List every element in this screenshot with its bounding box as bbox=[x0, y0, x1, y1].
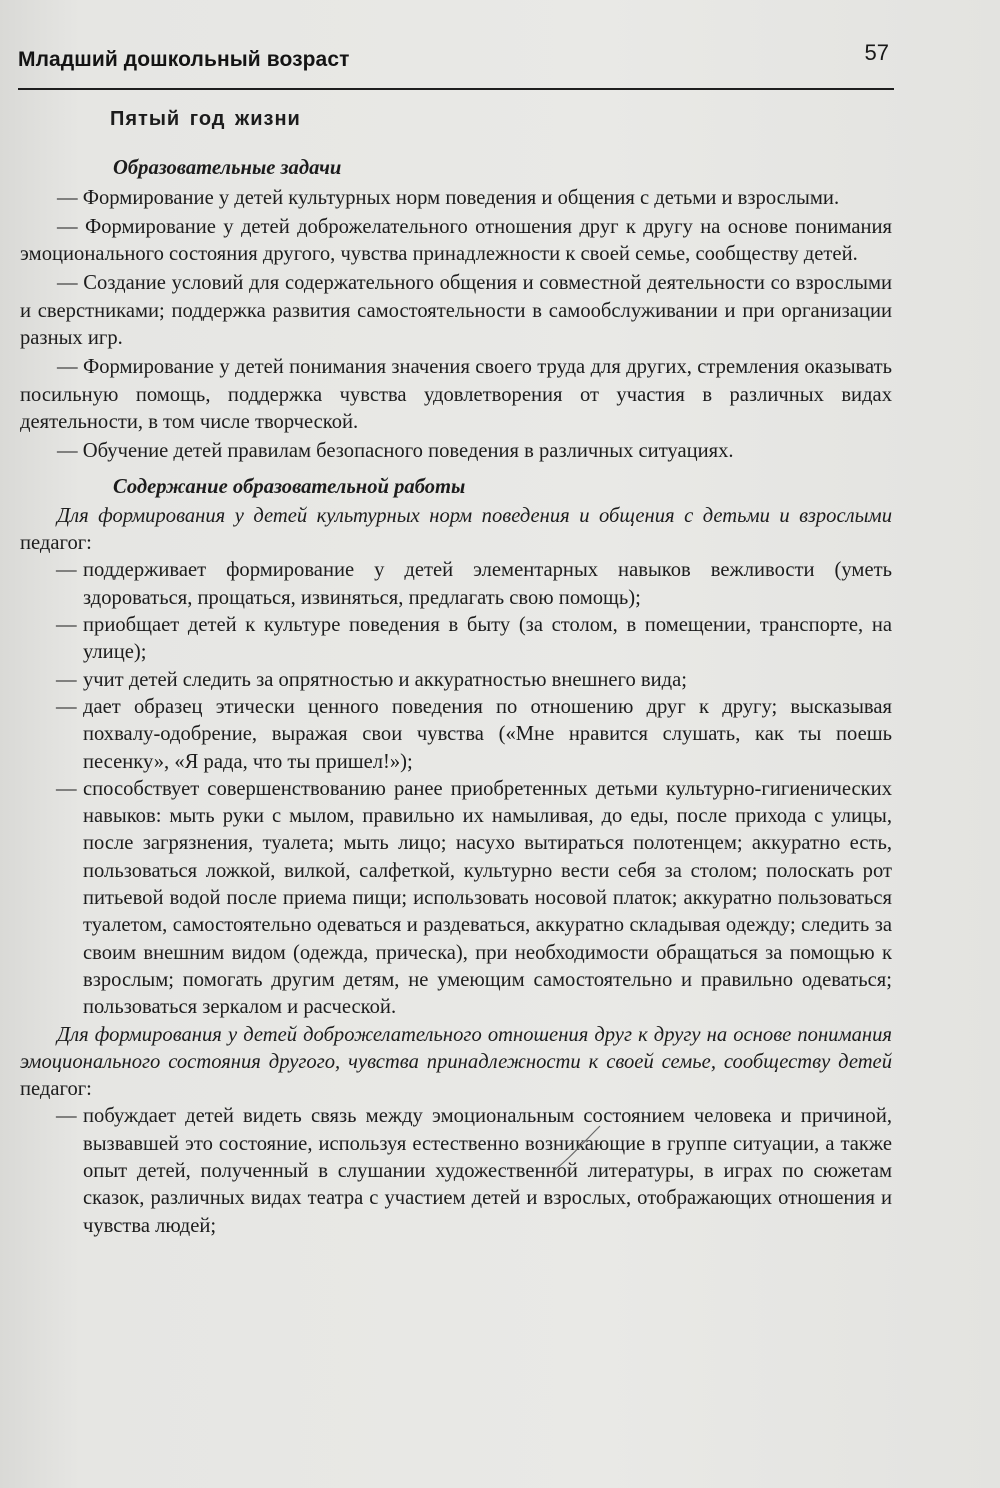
page-number: 57 bbox=[864, 40, 889, 65]
block1-intro bbox=[20, 503, 892, 558]
list-item: — приобщает детей к культуре поведения в быту (за столом, в помещении, транспорте, на улице); bbox=[20, 612, 892, 667]
block2-intro-italic: Для формирования у детей доброжелательного отношения друг к другу на основе понимания эмоционального состояния другого, чувства принадлежности к своей семье, сообществу детей bbox=[20, 1023, 892, 1073]
list-item: — способствует совершенствованию ранее приобретенных детьми культурно-гигиенических навыков: мыть руки с мылом, правильно их намыливая, до еды, после прихода с улицы, после загрязнения, туалета; мыть лицо; насухо вытираться полотенцем; аккуратно есть, пользоваться ложкой, вилкой, салфеткой, культурно вести себя за столом; полоскать рот питьевой водой после приема пищи; использовать носовой платок; аккуратно пользоваться туалетом, самостоятельно одеваться и раздеваться, аккуратно складывая одежду; следить за своим внешним видом (одежда, прическа), при необходимости обращаться за помощью к взрослым; помогать другим детям, не умеющим самостоятельно и правильно одеваться; пользоваться зеркалом и расческой. bbox=[20, 776, 892, 1022]
block1-bullet-list bbox=[20, 557, 892, 1021]
list-item: — учит детей следить за опрятностью и аккуратностью внешнего вида; bbox=[20, 667, 892, 694]
tasks-heading: Образовательные задачи bbox=[113, 157, 342, 180]
content-heading: Содержание образовательной работы bbox=[113, 475, 466, 498]
task-item: — Создание условий для содержательного общения и совместной деятельности со взрослыми и сверстниками; поддержка развития самостоятельности в самообслуживании и при организации разных игр. bbox=[20, 272, 892, 350]
header-divider bbox=[18, 88, 894, 90]
task-item: — Формирование у детей доброжелательного отношения друг к другу на основе понимания эмоционального состояния другого, чувства принадлежности к своей семье, сообществу детей. bbox=[20, 215, 892, 266]
pencil-mark bbox=[548, 1120, 608, 1180]
task-item: — Формирование у детей понимания значения своего труда для других, стремления оказывать посильную помощь, поддержка чувства удовлетворения от участия в различных видах деятельности, в том числе творческой. bbox=[20, 356, 892, 433]
list-item: — поддерживает формирование у детей элементарных навыков вежливости (уметь здороваться, прощаться, извиняться, предлагать свою помощь); bbox=[20, 557, 892, 612]
block2-intro bbox=[20, 1022, 892, 1104]
block2-intro-rest: педагог: bbox=[20, 1078, 92, 1101]
block1-intro-italic: Для формирования у детей культурных норм поведения и общения с детьми и взрослыми bbox=[57, 504, 892, 527]
list-item: — побуждает детей видеть связь между эмоциональным состоянием человека и причиной, вызвавшей это состояние, используя естественно возникающие в группе ситуации, а также опыт детей, полученный в слушании художественной литературы, в играх по сюжетам сказок, различных видах театра с участием детей и взрослых, отображающих отношения и чувства людей; bbox=[20, 1103, 892, 1239]
section-title: Пятый год жизни bbox=[110, 108, 301, 130]
task-item: — Обучение детей правилам безопасного поведения в различных ситуациях. bbox=[57, 440, 734, 463]
task-item: — Формирование у детей культурных норм поведения и общения с детьми и взрослыми. bbox=[57, 186, 840, 209]
running-header bbox=[18, 36, 893, 86]
block1-intro-rest: педагог: bbox=[20, 532, 92, 555]
block2-bullet-list bbox=[20, 1103, 892, 1239]
list-item: — дает образец этически ценного поведения по отношению друг к другу; высказывая похвалу-одобрение, выражая свои чувства («Мне нравится слушать, как ты поешь песенку», «Я рада, что ты пришел!»); bbox=[20, 694, 892, 776]
running-title: Младший дошкольный возраст bbox=[18, 48, 350, 71]
text-column bbox=[20, 98, 892, 1240]
